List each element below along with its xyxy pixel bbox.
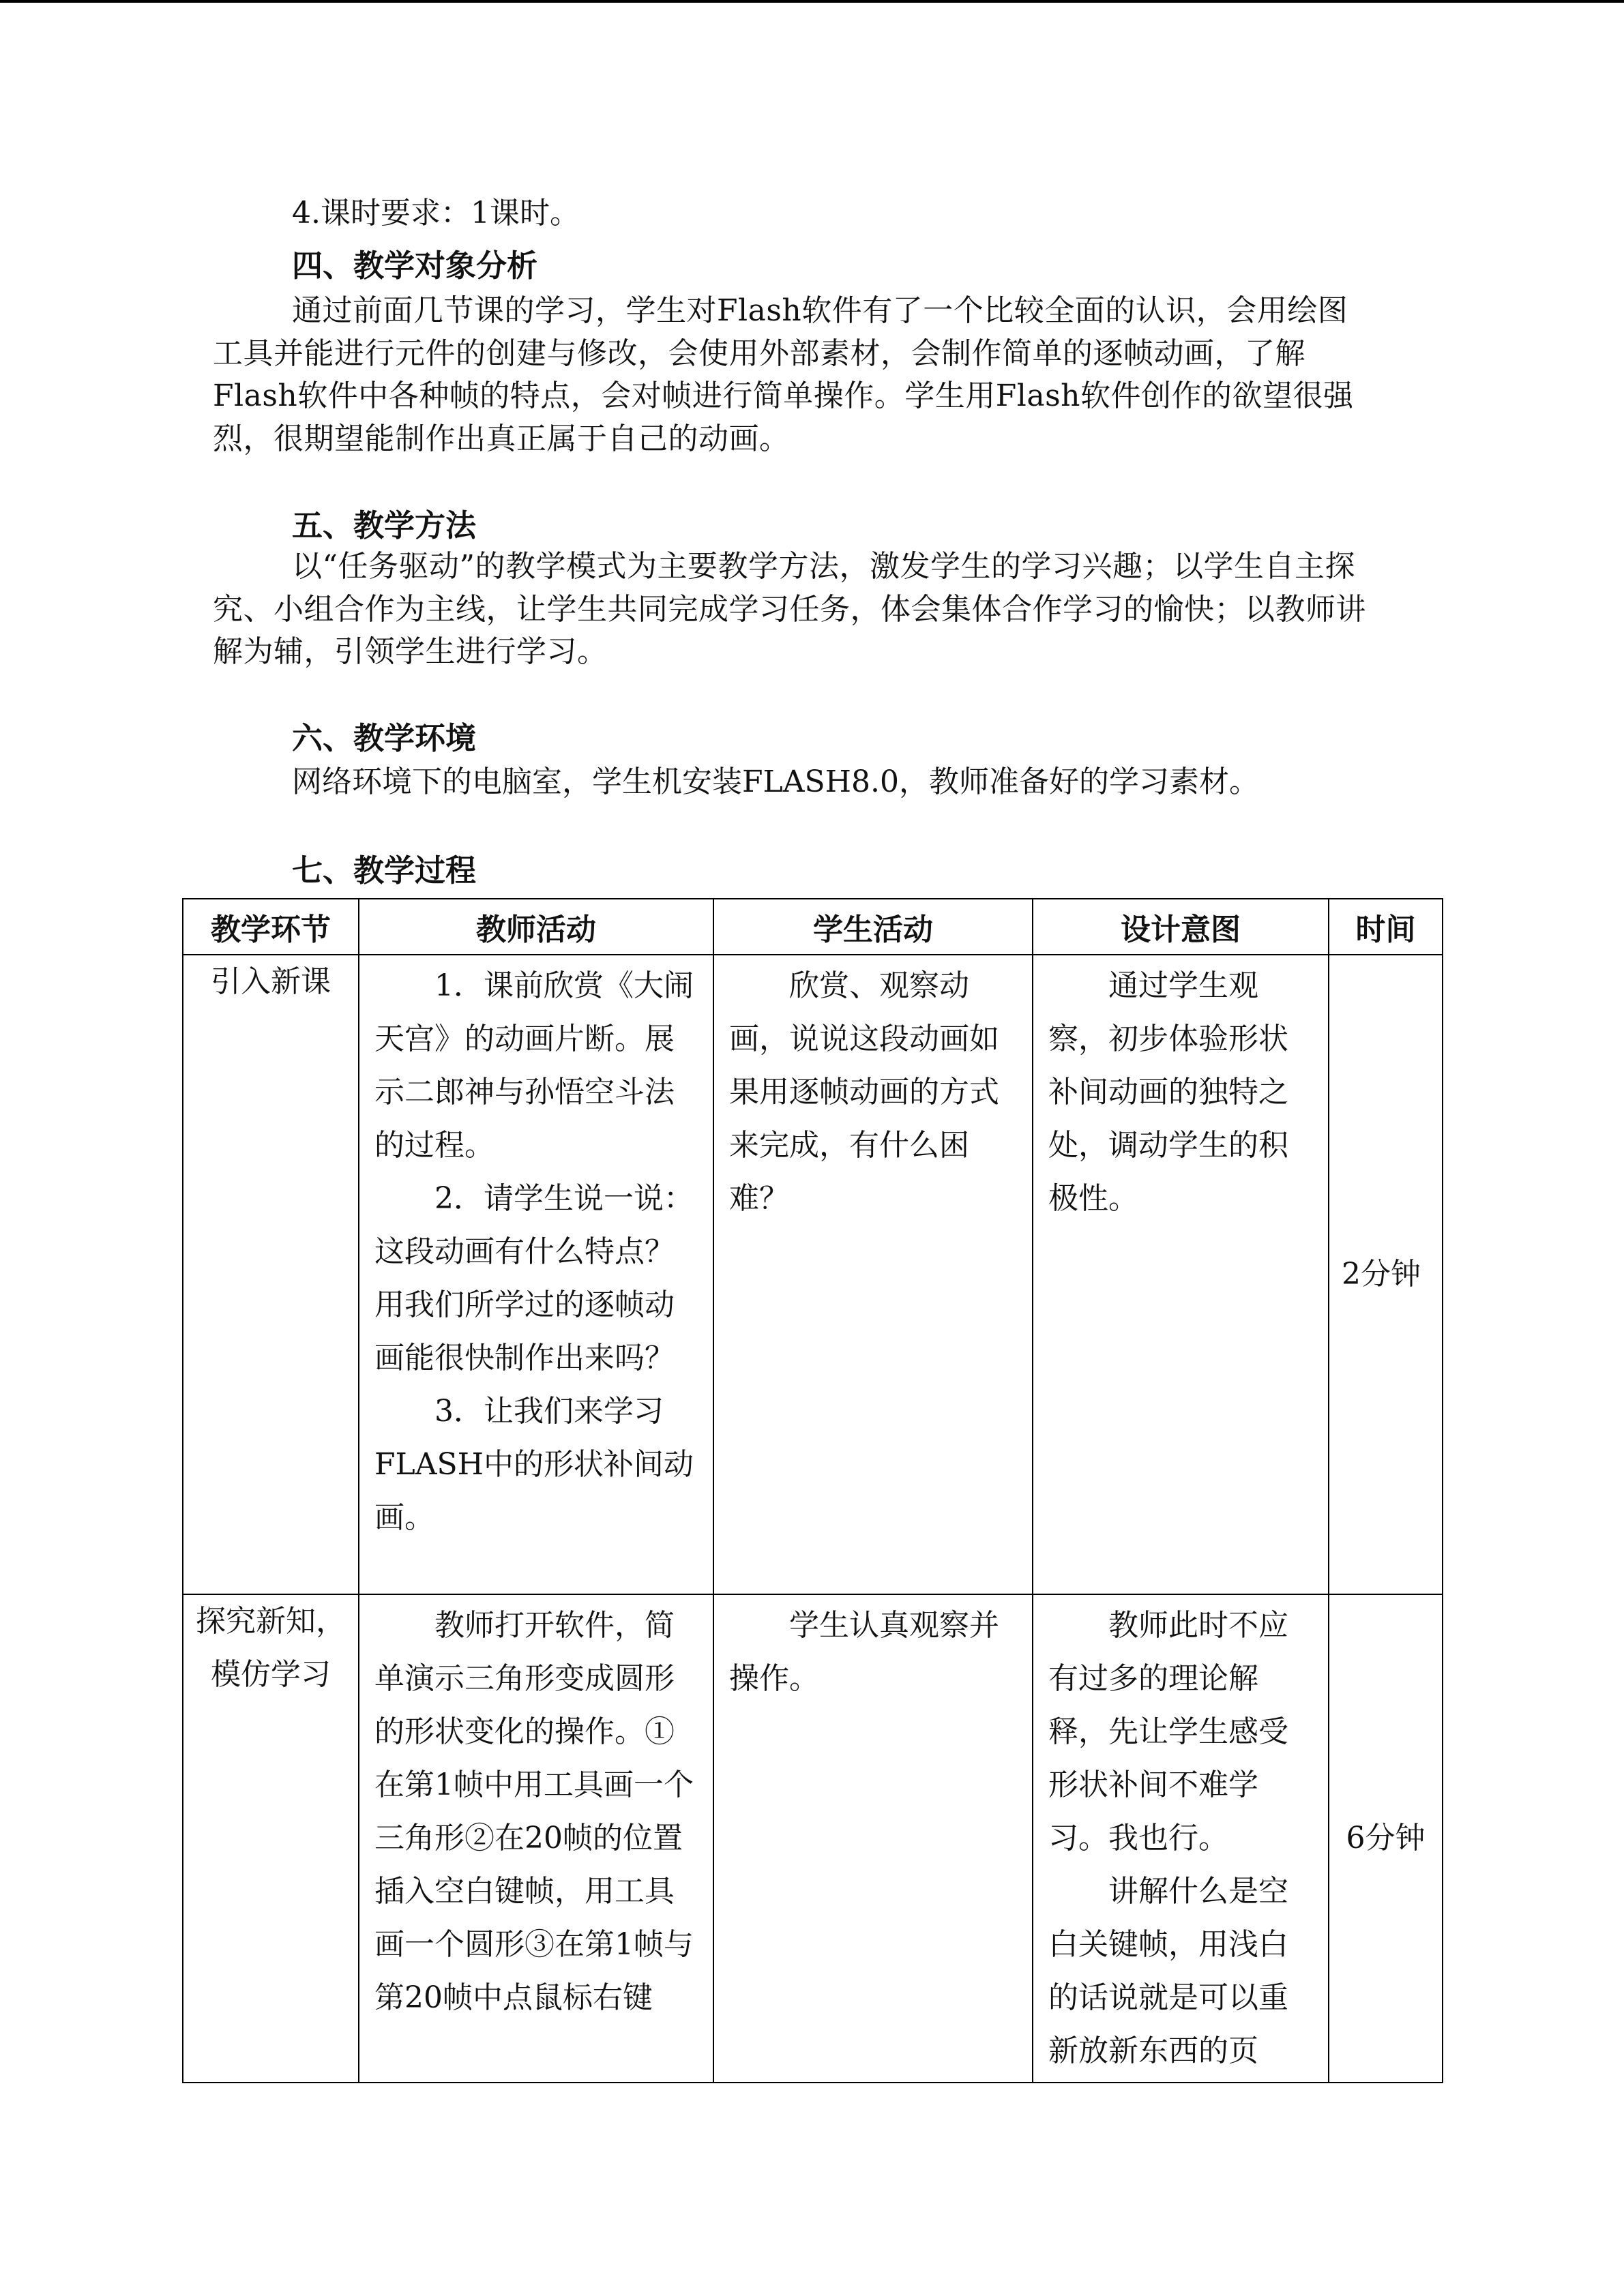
section-4-paragraph: 通过前面几节课的学习，学生对Flash软件有了一个比较全面的认识，会用绘图工具并能进行元件的创建与修改，会使用外部素材，会制作简单的逐帧动画，了解Flash软件中各种帧的特点，会对帧进行简单操作。学生用Flash软件创作的欲望很强烈，很期望能制作出真正属于自己的动画。 <box>213 293 1354 456</box>
time-value: 2分钟 <box>1342 1257 1421 1292</box>
stage-label: 探究新知，模仿学习 <box>196 1604 346 1692</box>
section-4-heading: 四、教学对象分析 <box>292 248 538 284</box>
teacher-activity-cell <box>359 1594 713 2083</box>
design-intent-item: 讲解什么是空白关键帧，用浅白的话说就是可以重新放新东西的页 <box>1048 1874 1288 2068</box>
table-header-row <box>183 899 1443 955</box>
time-cell <box>1329 955 1443 1594</box>
teacher-activity-item: 2．请学生说一说：这段动画有什么特点？用我们所学过的逐帧动画能很快制作出来吗？ <box>374 1181 694 1375</box>
table-row <box>183 1594 1443 2083</box>
design-intent-item: 通过学生观察，初步体验形状补间动画的独特之处，调动学生的积极性。 <box>1048 968 1288 1216</box>
teacher-activity-cell <box>359 955 713 1594</box>
student-activity-text: 学生认真观察并操作。 <box>729 1608 999 1696</box>
section-7-heading: 七、教学过程 <box>292 852 477 889</box>
class-hour-requirement: 4.课时要求：1课时。 <box>292 196 580 230</box>
section-5-heading: 五、教学方法 <box>292 507 477 543</box>
student-activity-cell <box>713 955 1033 1594</box>
student-activity-cell <box>713 1594 1033 2083</box>
teacher-activity-item: 1．课前欣赏《大闹天宫》的动画片断。展示二郎神与孙悟空斗法的过程。 <box>374 968 694 1163</box>
section-5-paragraph: 以“任务驱动”的教学模式为主要教学方法，激发学生的学习兴趣；以学生自主探究、小组合作为主线，让学生共同完成学习任务，体会集体合作学习的愉快；以教师讲解为辅，引领学生进行学习。 <box>213 549 1366 669</box>
teaching-process-table <box>182 898 1443 2083</box>
student-activity-text: 欣赏、观察动画，说说这段动画如果用逐帧动画的方式来完成，有什么困难？ <box>729 968 999 1216</box>
time-cell <box>1329 1594 1443 2083</box>
table-row <box>183 955 1443 1594</box>
stage-cell <box>183 955 359 1594</box>
teacher-activity-item: 3．让我们来学习FLASH中的形状补间动画。 <box>374 1394 694 1535</box>
time-value: 6分钟 <box>1346 1821 1426 1855</box>
header-design-intent: 设计意图 <box>1033 899 1329 955</box>
section-6-paragraph: 网络环境下的电脑室，学生机安装FLASH8.0，教师准备好的学习素材。 <box>292 764 1260 799</box>
design-intent-cell <box>1033 1594 1329 2083</box>
header-student-activity: 学生活动 <box>713 899 1033 955</box>
stage-label: 引入新课 <box>211 964 331 999</box>
header-stage: 教学环节 <box>183 899 359 955</box>
design-intent-item: 教师此时不应有过多的理论解释，先让学生感受形状补间不难学习。我也行。 <box>1048 1608 1288 1855</box>
section-6-heading: 六、教学环境 <box>292 720 477 756</box>
header-time: 时间 <box>1329 899 1443 955</box>
header-teacher-activity: 教师活动 <box>359 899 713 955</box>
design-intent-cell <box>1033 955 1329 1594</box>
top-border-line <box>0 0 1624 3</box>
teacher-activity-item: 教师打开软件，简单演示三角形变成圆形的形状变化的操作。①在第1帧中用工具画一个三角形②在20帧的位置插入空白键帧，用工具画一个圆形③在第1帧与第20帧中点鼠标右键 <box>374 1608 694 2015</box>
stage-cell <box>183 1594 359 2083</box>
